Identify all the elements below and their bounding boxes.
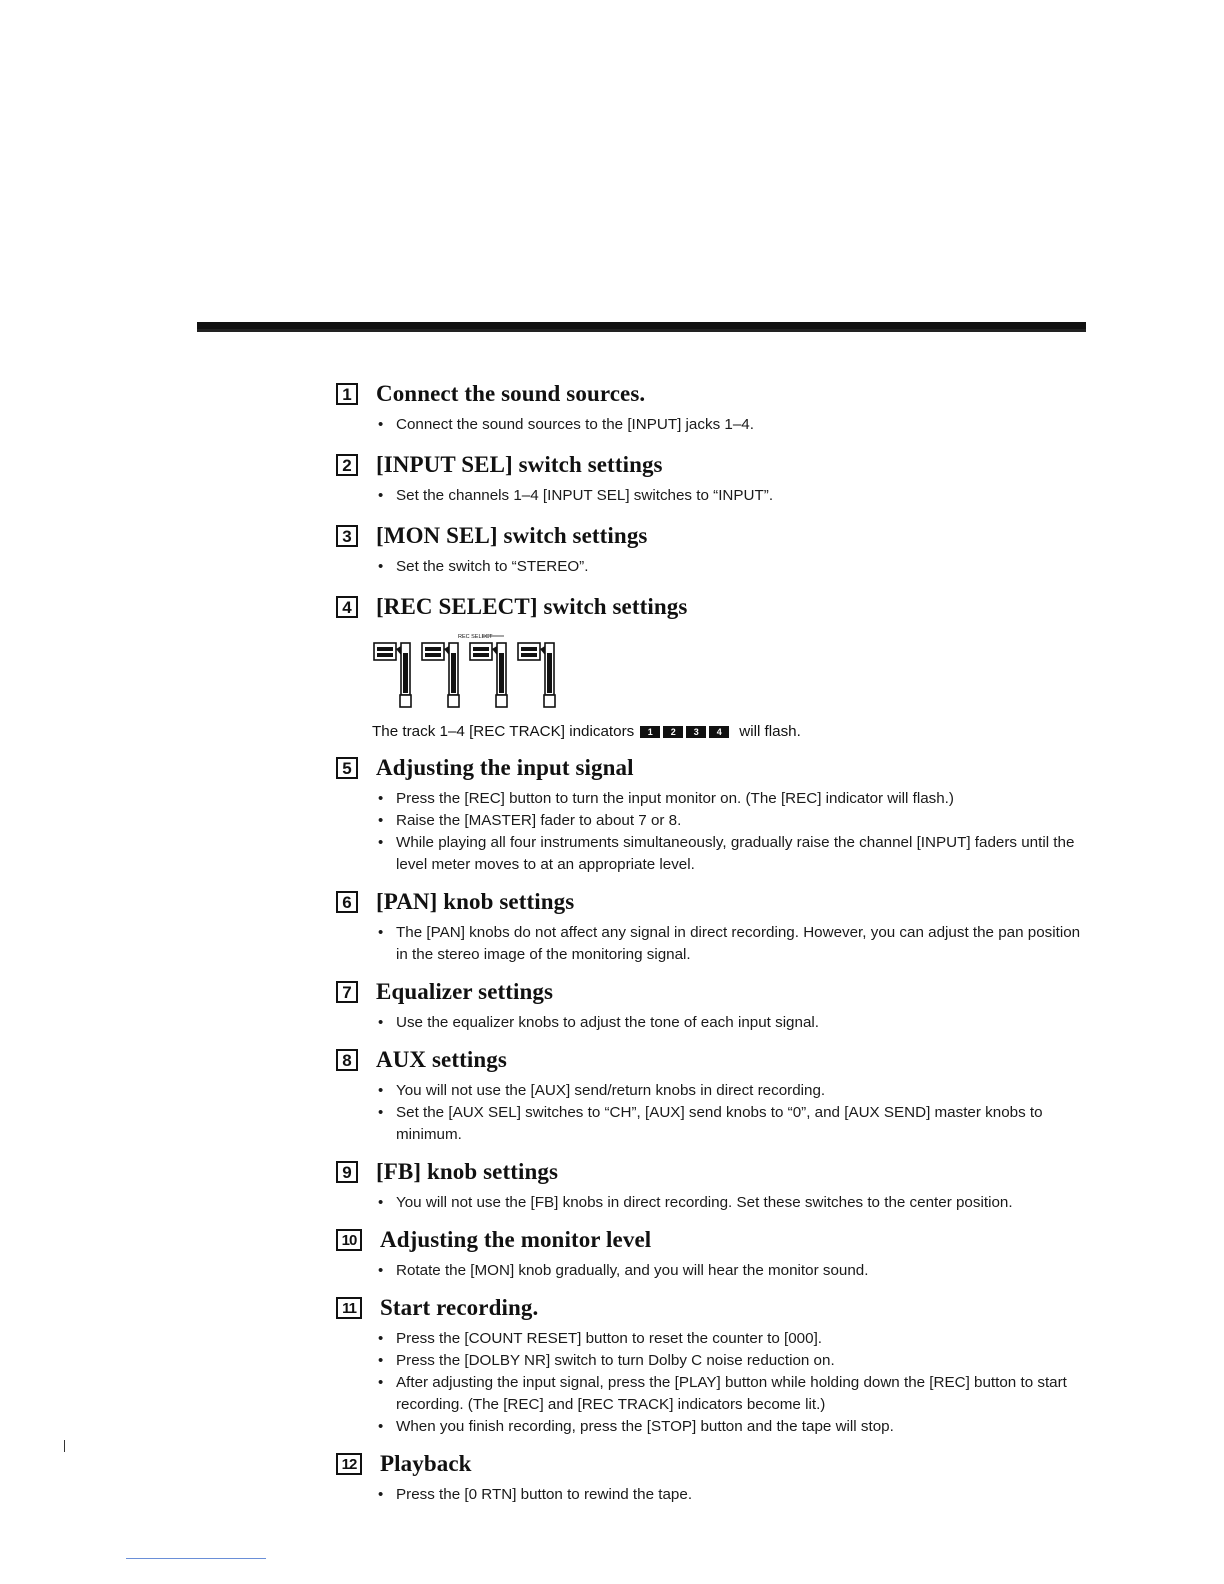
flash-text-after: will flash. bbox=[739, 723, 801, 740]
step-title: [REC SELECT] switch settings bbox=[376, 594, 688, 619]
list-item: • While playing all four instruments simultaneously, gradually raise the channel [INPUT] faders until the level meter moves to at an appropriate level. bbox=[376, 832, 1096, 876]
step-12 bbox=[336, 1444, 1096, 1506]
flash-text-before: The track 1–4 [REC TRACK] indicators bbox=[372, 723, 635, 740]
list-item: • Press the [REC] button to turn the input monitor on. (The [REC] indicator will flash.) bbox=[376, 788, 1096, 810]
step-number: 11 bbox=[336, 1297, 362, 1319]
bullet-list bbox=[376, 1192, 1096, 1214]
step-title: Start recording. bbox=[380, 1295, 539, 1320]
step-title: [MON SEL] switch settings bbox=[376, 523, 648, 548]
step-title: Playback bbox=[380, 1451, 472, 1476]
rec-track-indicator-4: 4 bbox=[709, 726, 729, 738]
list-item: • Rotate the [MON] knob gradually, and you will hear the monitor sound. bbox=[376, 1260, 1096, 1282]
rec-track-indicators bbox=[640, 726, 732, 738]
step-number: 9 bbox=[336, 1161, 358, 1183]
list-item: • Use the equalizer knobs to adjust the tone of each input signal. bbox=[376, 1012, 1096, 1034]
footer-line bbox=[126, 1558, 266, 1559]
list-item: • Set the channels 1–4 [INPUT SEL] switches to “INPUT”. bbox=[376, 485, 1096, 507]
step-number: 6 bbox=[336, 891, 358, 913]
step-11 bbox=[336, 1288, 1096, 1438]
rec-track-flash-note bbox=[372, 723, 1096, 740]
bullet-list bbox=[376, 556, 1096, 578]
step-title: Adjusting the monitor level bbox=[380, 1227, 652, 1252]
step-4 bbox=[336, 587, 1096, 740]
rec-track-indicator-1: 1 bbox=[640, 726, 660, 738]
step-8 bbox=[336, 1040, 1096, 1146]
step-1 bbox=[336, 374, 1096, 436]
list-item: • You will not use the [AUX] send/return knobs in direct recording. bbox=[376, 1080, 1096, 1102]
step-3 bbox=[336, 516, 1096, 578]
switch-3 bbox=[470, 643, 507, 707]
list-item: • When you finish recording, press the [STOP] button and the tape will stop. bbox=[376, 1416, 1096, 1438]
diagram-label: REC SELECT bbox=[458, 634, 493, 640]
bullet-list bbox=[376, 1080, 1096, 1146]
instruction-list bbox=[336, 374, 1096, 1506]
bullet-list bbox=[376, 414, 1096, 436]
list-item: • Connect the sound sources to the [INPUT] jacks 1–4. bbox=[376, 414, 1096, 436]
rec-select-switches-illustration bbox=[372, 631, 572, 715]
list-item: • After adjusting the input signal, press the [PLAY] button while holding down the [REC] button to start recording. (The [REC] and [REC TRACK] indicators become lit.) bbox=[376, 1372, 1096, 1416]
rec-track-indicator-3: 3 bbox=[686, 726, 706, 738]
header-rule bbox=[197, 322, 1086, 329]
step-7 bbox=[336, 972, 1096, 1034]
step-title: Equalizer settings bbox=[376, 979, 554, 1004]
step-number: 12 bbox=[336, 1453, 362, 1475]
step-number: 10 bbox=[336, 1229, 362, 1251]
switch-1 bbox=[374, 643, 411, 707]
step-title: Adjusting the input signal bbox=[376, 755, 634, 780]
step-2 bbox=[336, 445, 1096, 507]
bullet-list bbox=[376, 1484, 1096, 1506]
step-number: 7 bbox=[336, 981, 358, 1003]
rec-track-indicator-2: 2 bbox=[663, 726, 683, 738]
step-number: 8 bbox=[336, 1049, 358, 1071]
list-item: • Press the [0 RTN] button to rewind the tape. bbox=[376, 1484, 1096, 1506]
list-item: • Set the switch to “STEREO”. bbox=[376, 556, 1096, 578]
list-item: • Raise the [MASTER] fader to about 7 or 8. bbox=[376, 810, 1096, 832]
bullet-list bbox=[376, 1328, 1096, 1438]
step-number: 3 bbox=[336, 525, 358, 547]
bullet-list bbox=[376, 788, 1096, 876]
step-9 bbox=[336, 1152, 1096, 1214]
step-title: AUX settings bbox=[376, 1047, 507, 1072]
step-number: 2 bbox=[336, 454, 358, 476]
step-5 bbox=[336, 748, 1096, 876]
list-item: • Press the [COUNT RESET] button to reset the counter to [000]. bbox=[376, 1328, 1096, 1350]
list-item: • Press the [DOLBY NR] switch to turn Dolby C noise reduction on. bbox=[376, 1350, 1096, 1372]
bullet-list bbox=[376, 1012, 1096, 1034]
step-number: 5 bbox=[336, 757, 358, 779]
switch-4 bbox=[518, 643, 555, 707]
step-10 bbox=[336, 1220, 1096, 1282]
list-item: • The [PAN] knobs do not affect any signal in direct recording. However, you can adjust the pan position in the stereo image of the monitoring signal. bbox=[376, 922, 1096, 966]
step-title: Connect the sound sources. bbox=[376, 381, 646, 406]
step-title: [FB] knob settings bbox=[376, 1159, 558, 1184]
bullet-list bbox=[376, 1260, 1096, 1282]
list-item: • You will not use the [FB] knobs in direct recording. Set these switches to the center position. bbox=[376, 1192, 1096, 1214]
bullet-list bbox=[376, 485, 1096, 507]
margin-mark bbox=[64, 1440, 65, 1452]
step-6 bbox=[336, 882, 1096, 966]
step-number: 1 bbox=[336, 383, 358, 405]
step-title: [PAN] knob settings bbox=[376, 889, 575, 914]
step-number: 4 bbox=[336, 596, 358, 618]
list-item: • Set the [AUX SEL] switches to “CH”, [AUX] send knobs to “0”, and [AUX SEND] master knobs to minimum. bbox=[376, 1102, 1096, 1146]
bullet-list bbox=[376, 922, 1096, 966]
step-title: [INPUT SEL] switch settings bbox=[376, 452, 663, 477]
rec-select-diagram bbox=[372, 631, 1096, 715]
switch-2 bbox=[422, 643, 459, 707]
